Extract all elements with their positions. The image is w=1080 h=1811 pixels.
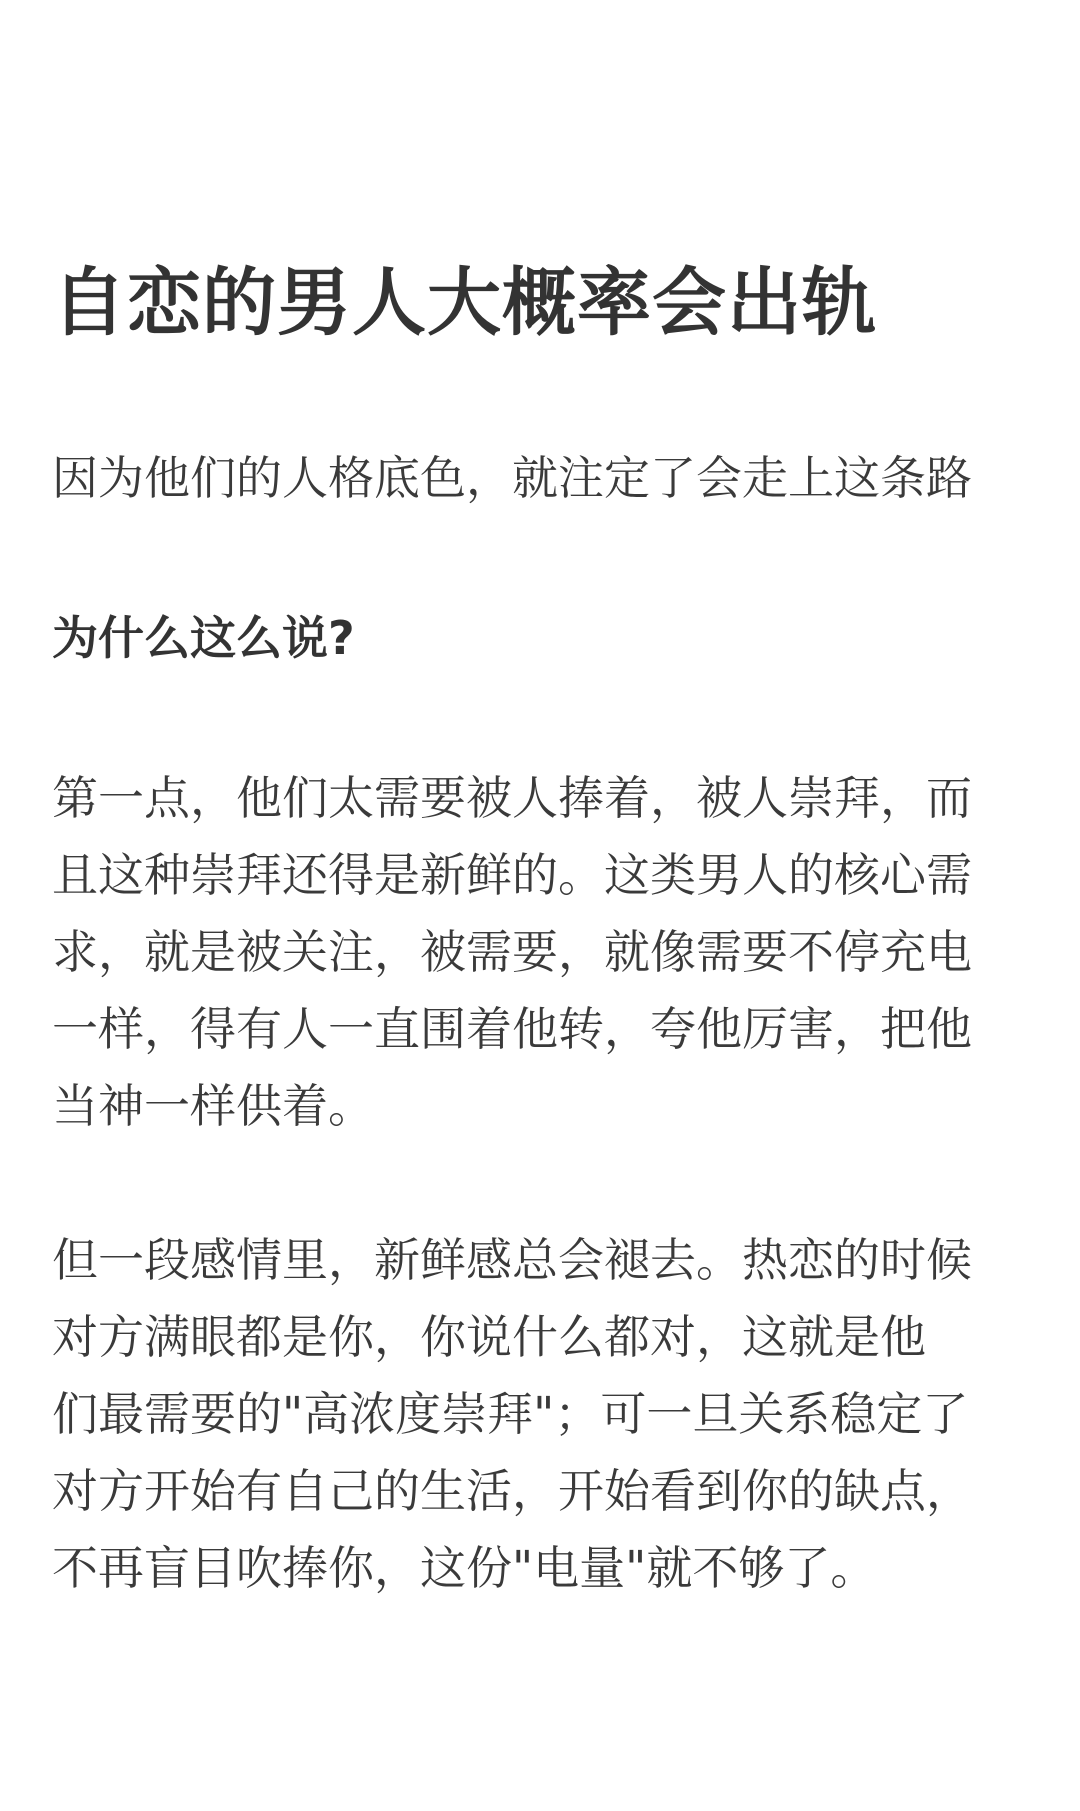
paragraph-first-point (52, 760, 1052, 1145)
paragraph-line: 对方开始有自己的生活，开始看到你的缺点， (52, 1464, 972, 1518)
article-title: 自恋的男人大概率会出轨 (52, 260, 877, 346)
paragraph-second (52, 1222, 1052, 1607)
lead-sentence: 因为他们的人格底色，就注定了会走上这条路 (52, 451, 972, 505)
paragraph-line: 且这种崇拜还得是新鲜的。这类男人的核心需 (52, 848, 972, 902)
paragraph-line: 求，就是被关注，被需要，就像需要不停充电 (52, 925, 972, 979)
paragraph-line: 不再盲目吹捧你，这份"电量"就不够了。 (52, 1541, 877, 1595)
paragraph-line: 一样，得有人一直围着他转，夸他厉害，把他 (52, 1002, 972, 1056)
question-heading: 为什么这么说? (52, 611, 355, 665)
paragraph-line: 第一点，他们太需要被人捧着，被人崇拜，而 (52, 771, 972, 825)
paragraph-line: 对方满眼都是你，你说什么都对，这就是他 (52, 1310, 926, 1364)
paragraph-line: 当神一样供着。 (52, 1079, 374, 1133)
paragraph-line: 们最需要的"高浓度崇拜"；可一旦关系稳定了 (52, 1387, 969, 1441)
paragraph-line: 但一段感情里，新鲜感总会褪去。热恋的时候 (52, 1233, 972, 1287)
